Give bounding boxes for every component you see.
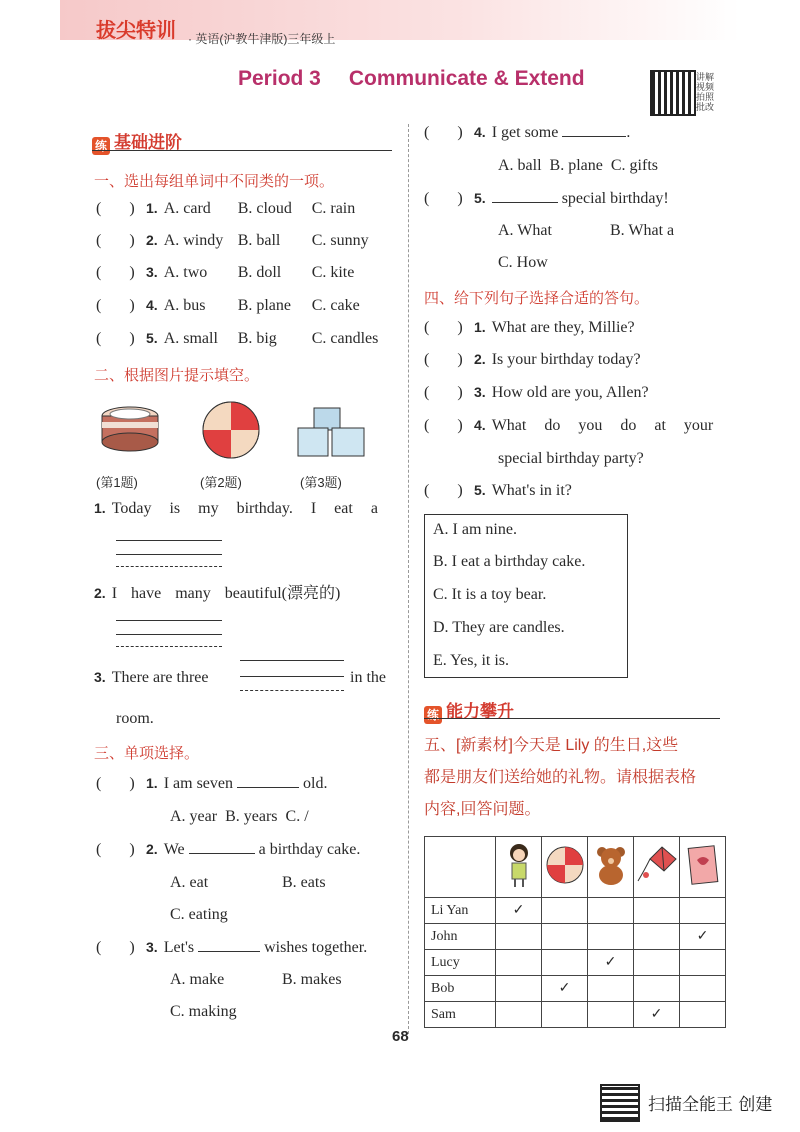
question-text: wishes together.	[264, 939, 368, 956]
question-number: 3.	[94, 669, 106, 685]
option-c: C. How	[498, 254, 548, 271]
list-item	[96, 200, 355, 218]
question-text: What do you do at your	[491, 417, 714, 434]
check-cell	[496, 950, 542, 976]
question-text: old.	[303, 775, 328, 792]
answer-blank[interactable]: ( )	[96, 330, 135, 347]
option-c: C. rain	[311, 200, 356, 217]
table-header-row	[425, 837, 726, 898]
section-basic-title: 基础进阶	[114, 133, 182, 152]
answer-blank[interactable]: ( )	[96, 775, 135, 792]
check-cell	[496, 1002, 542, 1028]
list-item	[96, 232, 369, 250]
answer-blank[interactable]: ( )	[96, 939, 135, 956]
answer-line[interactable]	[240, 690, 344, 691]
page-number: 68	[392, 1028, 409, 1045]
option-c: C. candles	[311, 330, 379, 347]
question-number: 3.	[146, 264, 158, 280]
answer-option: D. They are candles.	[433, 619, 565, 636]
answer-blank[interactable]: ( )	[424, 319, 463, 336]
option-c: C. /	[285, 808, 309, 825]
question-text: We	[163, 841, 185, 858]
list-item	[96, 330, 378, 348]
question-number: 1.	[146, 775, 158, 791]
ball-icon	[542, 837, 588, 898]
question-number: 3.	[146, 939, 158, 955]
question-number: 1.	[146, 200, 158, 216]
answer-line[interactable]	[240, 660, 344, 661]
check-cell	[542, 1002, 588, 1028]
question-text: room.	[116, 710, 154, 727]
question-text: How old are you, Allen?	[491, 384, 649, 401]
answer-line[interactable]	[240, 676, 344, 677]
question-text: What are they, Millie?	[491, 319, 635, 336]
question-text: I am seven	[163, 775, 233, 792]
list-item	[424, 482, 572, 500]
fill-question-2	[94, 580, 340, 603]
answer-line[interactable]	[116, 634, 222, 635]
table-row	[425, 950, 726, 976]
section-underline	[424, 718, 720, 719]
check-cell	[542, 898, 588, 924]
kite-icon	[634, 837, 680, 898]
option-a: A. card	[163, 200, 211, 217]
book-subject: · 英语(沪教牛津版)三年级上	[188, 32, 336, 46]
question-number: 5.	[474, 190, 486, 206]
answer-line[interactable]	[198, 951, 260, 952]
part5-heading-line: 内容,回答问题。	[424, 801, 541, 818]
question-number: 1.	[474, 319, 486, 335]
answer-blank[interactable]: ( )	[96, 841, 135, 858]
part5-heading-line: 五、[新素材]今天是 Lily 的生日,这些	[424, 737, 679, 754]
check-cell	[588, 924, 634, 950]
answer-blank[interactable]: ( )	[96, 264, 135, 281]
choice-question	[96, 841, 360, 859]
boxes-icon	[296, 404, 368, 460]
question-text: I get some	[491, 124, 559, 141]
section-underline	[92, 150, 392, 151]
option-c: C. eating	[170, 906, 228, 923]
table-row	[425, 1002, 726, 1028]
teddy-bear-icon	[588, 837, 634, 898]
question-text: special birthday party?	[498, 450, 644, 467]
table-row	[425, 924, 726, 950]
answer-line[interactable]	[492, 202, 558, 203]
check-cell	[634, 950, 680, 976]
check-cell	[680, 1002, 726, 1028]
section-ability-heading	[424, 697, 514, 724]
option-b: B. makes	[282, 971, 342, 988]
check-cell	[634, 898, 680, 924]
answer-blank[interactable]: ( )	[424, 190, 463, 207]
check-cell	[496, 976, 542, 1002]
option-b: B. big	[237, 330, 277, 347]
fill-question-1	[94, 500, 398, 518]
section-ability-title: 能力攀升	[446, 702, 514, 721]
answer-line[interactable]	[116, 646, 222, 647]
friend-name: John	[425, 924, 496, 950]
question-number: 2.	[474, 351, 486, 367]
options	[170, 808, 309, 826]
list-item	[424, 351, 641, 369]
option-a: A. two	[163, 264, 208, 281]
answer-line[interactable]	[116, 620, 222, 621]
option-c: C. making	[170, 1003, 237, 1020]
option-a: A. ball	[498, 157, 542, 174]
check-cell	[680, 976, 726, 1002]
option-b: B. What a	[610, 222, 675, 239]
brand-logo: 拔尖特训	[96, 20, 176, 42]
pencil-icon: 练	[424, 706, 442, 724]
option-a: A. bus	[163, 297, 206, 314]
card-icon	[680, 837, 726, 898]
table-corner	[425, 837, 496, 898]
answer-blank[interactable]: ( )	[424, 482, 463, 499]
option-a: A. eat	[170, 874, 209, 891]
question-text: Is your birthday today?	[491, 351, 641, 368]
friend-name: Li Yan	[425, 898, 496, 924]
answer-blank[interactable]: ( )	[96, 297, 135, 314]
options	[498, 157, 658, 175]
choice-question	[424, 190, 669, 208]
choice-question	[96, 775, 327, 793]
fill-question-3	[94, 669, 209, 687]
answer-blank[interactable]: ( )	[96, 200, 135, 217]
answer-line[interactable]	[116, 566, 222, 567]
option-a: A. make	[170, 971, 225, 988]
part1-heading: 一、选出每组单词中不同类的一项。	[94, 173, 335, 190]
page-title	[238, 67, 585, 91]
pencil-icon: 练	[92, 137, 110, 155]
part5-heading-line: 都是朋友们送给她的礼物。请根据表格	[424, 769, 697, 786]
answer-line[interactable]	[562, 136, 626, 137]
option-a: A. windy	[163, 232, 224, 249]
question-number: 4.	[474, 417, 486, 433]
question-number: 2.	[146, 841, 158, 857]
qr-code-icon[interactable]	[650, 70, 696, 116]
question-number: 5.	[474, 482, 486, 498]
part4-heading: 四、给下列句子选择合适的答句。	[424, 290, 650, 307]
question-text: What's in it?	[491, 482, 572, 499]
answer-blank[interactable]: ( )	[424, 124, 463, 141]
check-cell	[588, 976, 634, 1002]
check-cell	[588, 1002, 634, 1028]
answer-option: B. I eat a birthday cake.	[433, 553, 586, 570]
option-b: B. plane	[237, 297, 292, 314]
answer-blank[interactable]: ( )	[424, 384, 463, 401]
picture-caption: (第3题)	[300, 475, 342, 490]
cake-icon	[98, 400, 162, 458]
picture-caption: (第2题)	[200, 475, 242, 490]
check-cell	[542, 950, 588, 976]
answer-line[interactable]	[116, 554, 222, 555]
question-number: 2.	[146, 232, 158, 248]
option-c: C. sunny	[311, 232, 369, 249]
option-a: A. What	[498, 222, 552, 239]
option-c: C. kite	[311, 264, 355, 281]
doll-icon	[496, 837, 542, 898]
option-c: C. gifts	[610, 157, 658, 174]
picture-caption: (第1题)	[96, 475, 138, 490]
question-number: 5.	[146, 330, 158, 346]
check-cell	[634, 924, 680, 950]
option-b: B. ball	[237, 232, 281, 249]
option-b: B. eats	[282, 874, 326, 891]
question-text: .	[626, 124, 631, 141]
friend-name: Lucy	[425, 950, 496, 976]
friend-name: Bob	[425, 976, 496, 1002]
part3-heading: 三、单项选择。	[94, 745, 200, 762]
answer-options-box	[424, 514, 628, 678]
list-item	[96, 264, 354, 282]
question-text: Today is my birthday. I eat a	[111, 500, 378, 517]
list-item	[96, 297, 360, 315]
question-text: special birthday!	[561, 190, 669, 207]
option-b: B. cloud	[237, 200, 292, 217]
check-cell	[680, 898, 726, 924]
table-row	[425, 898, 726, 924]
column-divider	[408, 124, 409, 1034]
check-cell	[634, 976, 680, 1002]
check-cell: ✓	[634, 1002, 680, 1028]
question-number: 4.	[146, 297, 158, 313]
option-b: B. years	[225, 808, 278, 825]
answer-option: E. Yes, it is.	[433, 652, 510, 669]
friend-name: Sam	[425, 1002, 496, 1028]
answer-line[interactable]	[237, 787, 299, 788]
question-text: Let's	[163, 939, 195, 956]
question-number: 3.	[474, 384, 486, 400]
list-item	[424, 417, 713, 435]
question-number: 4.	[474, 124, 486, 140]
option-c: C. cake	[311, 297, 360, 314]
question-text: in the	[350, 669, 386, 686]
scanner-watermark: 扫描全能王 创建	[648, 1095, 773, 1115]
ball-icon	[201, 400, 261, 460]
answer-blank[interactable]: ( )	[424, 351, 463, 368]
check-cell	[496, 924, 542, 950]
answer-blank[interactable]: ( )	[424, 417, 463, 434]
question-text: a birthday cake.	[258, 841, 361, 858]
title-period: Period 3	[238, 67, 321, 90]
check-cell: ✓	[542, 976, 588, 1002]
answer-blank[interactable]: ( )	[96, 232, 135, 249]
option-a: A. small	[163, 330, 218, 347]
answer-option: A. I am nine.	[433, 521, 517, 538]
check-cell	[542, 924, 588, 950]
list-item	[424, 384, 649, 402]
choice-question	[96, 939, 367, 957]
table-row	[425, 976, 726, 1002]
option-b: B. doll	[237, 264, 282, 281]
part2-heading: 二、根据图片提示填空。	[94, 367, 260, 384]
title-topic: Communicate & Extend	[348, 67, 585, 90]
qr-caption: 讲解视频拍照批改	[696, 72, 715, 112]
list-item	[424, 319, 635, 337]
check-cell	[680, 950, 726, 976]
option-b: B. plane	[549, 157, 603, 174]
part5-heading	[424, 730, 696, 826]
answer-line[interactable]	[116, 540, 222, 541]
check-cell: ✓	[588, 950, 634, 976]
check-cell	[588, 898, 634, 924]
scanner-qr-icon	[600, 1084, 640, 1122]
answer-line[interactable]	[189, 853, 255, 854]
question-number: 1.	[94, 500, 106, 516]
question-text: I have many beautiful(漂亮的)	[111, 585, 341, 602]
question-number: 2.	[94, 585, 106, 601]
check-cell: ✓	[496, 898, 542, 924]
question-text: There are three	[111, 669, 209, 686]
answer-option: C. It is a toy bear.	[433, 586, 547, 603]
option-a: A. year	[170, 808, 218, 825]
gift-table	[424, 836, 726, 1028]
choice-question	[424, 124, 630, 142]
check-cell: ✓	[680, 924, 726, 950]
